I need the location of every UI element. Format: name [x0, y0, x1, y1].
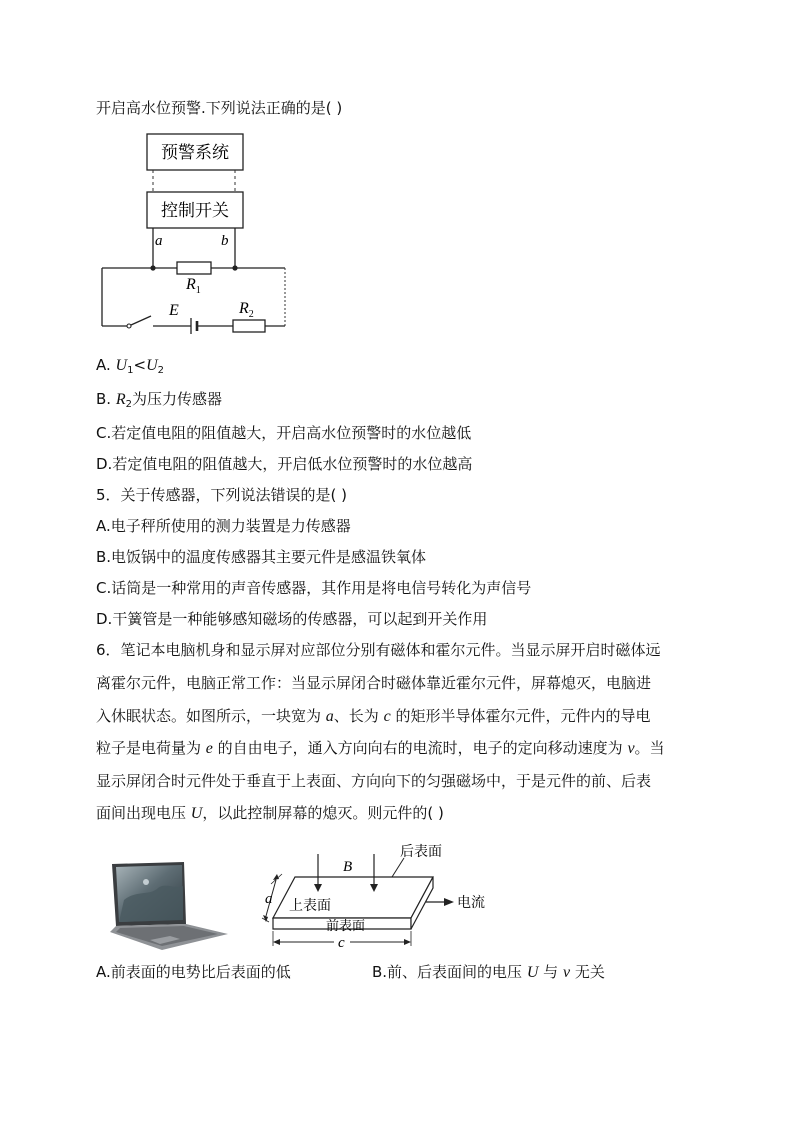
emf-label: E	[169, 302, 179, 319]
q5-option-a: A.电子秤所使用的测力装置是力传感器	[96, 517, 351, 535]
q6-line-2: 离霍尔元件，电脑正常工作：当显示屏闭合时磁体靠近霍尔元件，屏幕熄灭，电脑进	[96, 674, 652, 692]
current-label: 电流	[457, 895, 485, 911]
control-label: 控制开关	[161, 201, 229, 221]
top-face-label: 上表面	[289, 898, 331, 914]
resistor-r2	[233, 320, 265, 332]
laptop-image	[106, 860, 234, 952]
q6-line-4: 粒子是电荷量为 e 的自由电子，通入方向向右的电流时，电子的定向移动速度为 v。当	[96, 739, 665, 757]
q6-option-b: B.前、后表面间的电压 U 与 v 无关	[372, 963, 605, 981]
svg-text:R2	[238, 300, 254, 320]
front-face-label: 前表面	[326, 919, 366, 934]
r2-sub: 2	[248, 309, 254, 320]
q6-option-a: A.前表面的电势比后表面的低	[96, 963, 291, 981]
q4-option-c: C.若定值电阻的阻值越大，开启高水位预警时的水位越低	[96, 424, 472, 442]
q4-option-b: B. $R_2$为压力传感器	[96, 390, 222, 410]
length-c-label: c	[338, 935, 345, 951]
q6-line-3: 入休眠状态。如图所示，一块宽为 a、长为 c 的矩形半导体霍尔元件，元件内的导电	[96, 707, 651, 725]
q6-line-1: 6．笔记本电脑机身和显示屏对应部位分别有磁体和霍尔元件。当显示屏开启时磁体远	[96, 641, 661, 659]
width-a-label: a	[265, 891, 273, 907]
resistor-r1	[177, 262, 211, 274]
intro-text: 开启高水位预警.下列说法正确的是( )	[96, 99, 343, 117]
node-b-label: b	[221, 233, 229, 249]
q4-option-a: A. $U_1<U_2$	[96, 356, 164, 376]
r2-label: R	[239, 300, 249, 317]
q4-option-d: D.若定值电阻的阻值越大，开启低水位预警时的水位越高	[96, 455, 473, 473]
q5-option-c: C.话筒是一种常用的声音传感器，其作用是将电信号转化为声信号	[96, 579, 532, 597]
r1-sub: 1	[195, 285, 201, 296]
q5-stem: 5．关于传感器，下列说法错误的是( )	[96, 486, 348, 504]
back-face-label: 后表面	[400, 844, 442, 860]
q5-option-d: D.干簧管是一种能够感知磁场的传感器，可以起到开关作用	[96, 610, 488, 628]
svg-text:R1	[185, 276, 201, 296]
node-a-label: a	[155, 233, 163, 249]
q6-line-6: 面间出现电压 U，以此控制屏幕的熄灭。则元件的( )	[96, 804, 444, 822]
circuit-diagram	[95, 130, 295, 335]
switch-icon	[127, 324, 131, 328]
r1-label: R	[186, 276, 196, 293]
q5-option-b: B.电饭锅中的温度传感器其主要元件是感温铁氧体	[96, 548, 427, 566]
q6-line-5: 显示屏闭合时元件处于垂直于上表面、方向向下的匀强磁场中，于是元件的前、后表	[96, 772, 652, 790]
field-b-label: B	[343, 859, 353, 875]
alarm-label: 预警系统	[161, 143, 229, 163]
hall-element-diagram	[258, 842, 498, 954]
